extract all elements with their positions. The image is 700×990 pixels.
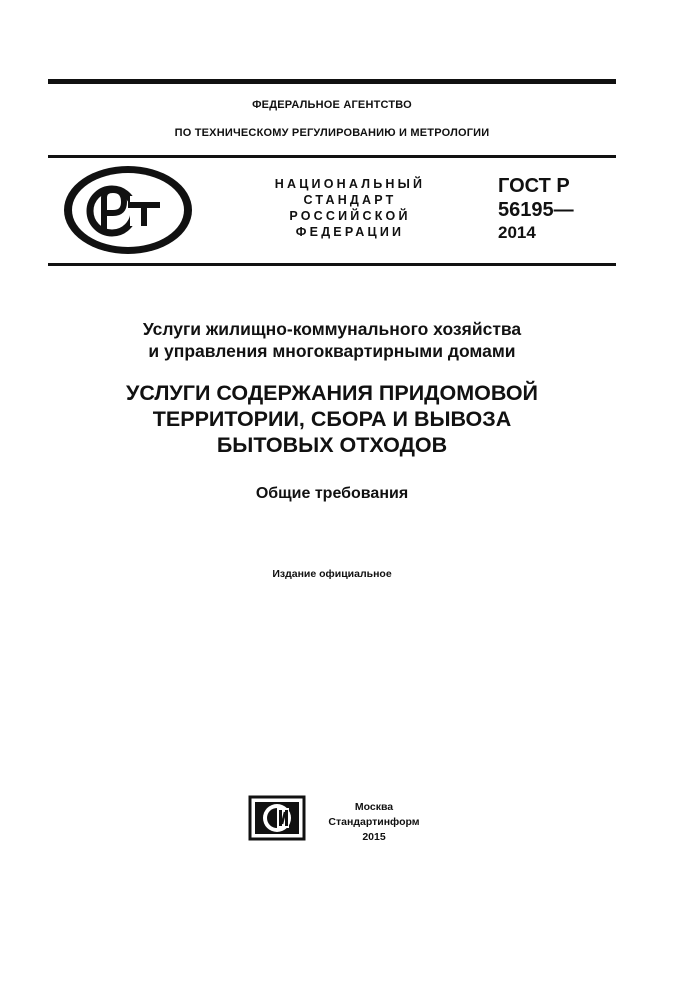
standartinform-logo-icon xyxy=(248,795,306,841)
national-line-3: РОССИЙСКОЙ xyxy=(289,209,411,223)
agency-line-1: ФЕДЕРАЛЬНОЕ АГЕНТСТВО xyxy=(252,99,412,111)
title-line-2: ТЕРРИТОРИИ, СБОРА И ВЫВОЗА xyxy=(152,407,512,431)
subtitle-line-1: Услуги жилищно-коммунального хозяйства xyxy=(142,319,522,339)
publisher-name: Стандартинформ xyxy=(328,816,420,828)
gost-line-1: ГОСТ Р xyxy=(498,175,570,197)
rst-mark-icon xyxy=(60,162,196,258)
national-standard-label xyxy=(240,176,460,240)
bottom-rule xyxy=(48,263,616,266)
gost-number xyxy=(498,174,574,244)
gost-year: 2014 xyxy=(498,223,536,242)
publisher-city: Москва xyxy=(354,801,394,813)
publisher-year: 2015 xyxy=(362,831,386,843)
publisher-block xyxy=(318,800,430,845)
middle-rule xyxy=(48,155,616,158)
document-title xyxy=(48,380,616,458)
title-line-1: УСЛУГИ СОДЕРЖАНИЯ ПРИДОМОВОЙ xyxy=(125,381,539,405)
title-line-3: БЫТОВЫХ ОТХОДОВ xyxy=(216,433,448,457)
subtitle-line-2: и управления многоквартирными домами xyxy=(148,341,516,361)
gost-line-2: 56195— xyxy=(498,199,574,221)
agency-line-2: ПО ТЕХНИЧЕСКОМУ РЕГУЛИРОВАНИЮ И МЕТРОЛОГИИ xyxy=(174,127,490,139)
document-subtitle xyxy=(48,318,616,362)
national-line-2: СТАНДАРТ xyxy=(303,193,397,207)
national-line-4: ФЕДЕРАЦИИ xyxy=(295,225,405,239)
top-rule xyxy=(48,79,616,84)
general-requirements: Общие требования xyxy=(255,485,409,502)
national-line-1: НАЦИОНАЛЬНЫЙ xyxy=(274,177,426,191)
edition-label: Издание официальное xyxy=(272,568,392,580)
